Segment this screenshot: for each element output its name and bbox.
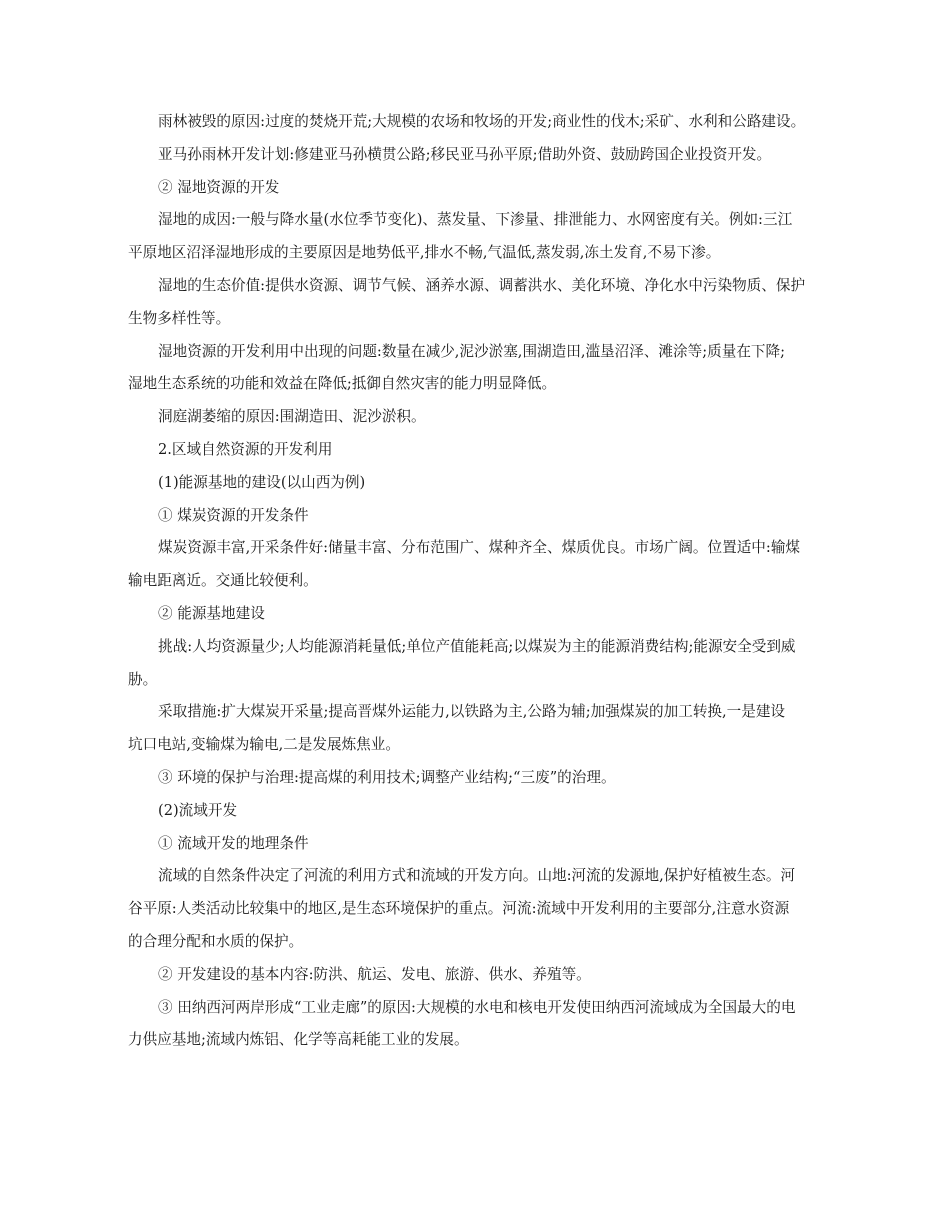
paragraph bbox=[128, 696, 830, 762]
text-line: ③ 田纳西河两岸形成“工业走廊”的原因:大规模的水电和核电开发使田纳西河流域成为全国最大的电 bbox=[158, 998, 796, 1016]
text-line: 的合理分配和水质的保护。 bbox=[128, 932, 304, 950]
text-line: (1)能源基地的建设(以山西为例) bbox=[158, 473, 366, 491]
text-line: 坑口电站,变输煤为输电,二是发展炼焦业。 bbox=[128, 736, 400, 754]
text-line: 生物多样性等。 bbox=[128, 309, 231, 327]
text-line: ② 湿地资源的开发 bbox=[158, 178, 280, 196]
text-line: ② 能源基地建设 bbox=[158, 604, 265, 622]
paragraph bbox=[128, 434, 830, 467]
text-line: 亚马孙雨林开发计划:修建亚马孙横贯公路;移民亚马孙平原;借助外资、鼓励跨国企业投资开发。 bbox=[158, 145, 772, 163]
body-text bbox=[128, 106, 830, 1057]
paragraph bbox=[128, 598, 830, 631]
paragraph bbox=[128, 795, 830, 828]
paragraph bbox=[128, 204, 830, 270]
paragraph bbox=[128, 860, 830, 958]
text-line: 输电距离近。交通比较便利。 bbox=[128, 572, 318, 590]
paragraph bbox=[128, 270, 830, 336]
paragraph bbox=[128, 500, 830, 533]
paragraph bbox=[128, 172, 830, 205]
text-line: 流域的自然条件决定了河流的利用方式和流域的开发方向。山地:河流的发源地,保护好植被生态。河 bbox=[158, 867, 796, 885]
paragraph bbox=[128, 401, 830, 434]
text-line: 采取措施:扩大煤炭开采量;提高晋煤外运能力,以铁路为主,公路为辅;加强煤炭的加工转换,一是建设 bbox=[158, 703, 786, 721]
text-line: ① 流域开发的地理条件 bbox=[158, 834, 309, 852]
text-line: 平原地区沼泽湿地形成的主要原因是地势低平,排水不畅,气温低,蒸发弱,冻土发育,不易下渗。 bbox=[128, 244, 721, 262]
text-line: 2.区域自然资源的开发利用 bbox=[158, 440, 333, 458]
text-line: 煤炭资源丰富,开采条件好:储量丰富、分布范围广、煤种齐全、煤质优良。市场广阔。位置适中:输煤 bbox=[158, 539, 801, 557]
text-line: 洞庭湖萎缩的原因:围湖造田、泥沙淤积。 bbox=[158, 408, 426, 426]
text-line: ① 煤炭资源的开发条件 bbox=[158, 506, 309, 524]
paragraph bbox=[128, 631, 830, 697]
paragraph bbox=[128, 959, 830, 992]
text-line: 力供应基地;流域内炼铝、化学等高耗能工业的发展。 bbox=[128, 1031, 469, 1049]
text-line: ② 开发建设的基本内容:防洪、航运、发电、旅游、供水、养殖等。 bbox=[158, 965, 591, 983]
text-line: 湿地生态系统的功能和效益在降低;抵御自然灾害的能力明显降低。 bbox=[128, 375, 557, 393]
paragraph bbox=[128, 467, 830, 500]
text-line: 湿地资源的开发利用中出现的问题:数量在减少,泥沙淤塞,围湖造田,滥垦沼泽、滩涂等;质量在下降; bbox=[158, 342, 786, 360]
paragraph bbox=[128, 106, 830, 139]
text-line: 雨林被毁的原因:过度的焚烧开荒;大规模的农场和牧场的开发;商业性的伐木;采矿、水利和公路建设。 bbox=[158, 113, 806, 130]
paragraph bbox=[128, 762, 830, 795]
text-line: ③ 环境的保护与治理:提高煤的利用技术;调整产业结构;“三废”的治理。 bbox=[158, 768, 616, 786]
text-line: 胁。 bbox=[128, 670, 158, 688]
paragraph bbox=[128, 139, 830, 172]
text-line: 湿地的成因:一般与降水量(水位季节变化)、蒸发量、下渗量、排泄能力、水网密度有关。例如:三江 bbox=[158, 211, 793, 229]
paragraph bbox=[128, 828, 830, 861]
text-line: 湿地的生态价值:提供水资源、调节气候、涵养水源、调蓄洪水、美化环境、净化水中污染物质、保护 bbox=[158, 276, 806, 294]
paragraph bbox=[128, 532, 830, 598]
paragraph bbox=[128, 992, 830, 1058]
text-line: 挑战:人均资源量少;人均能源消耗量低;单位产值能耗高;以煤炭为主的能源消费结构;能源安全受到威 bbox=[158, 637, 796, 655]
text-line: (2)流域开发 bbox=[158, 801, 238, 819]
text-line: 谷平原:人类活动比较集中的地区,是生态环境保护的重点。河流:流域中开发利用的主要部分,注意水资源 bbox=[128, 900, 790, 918]
paragraph bbox=[128, 336, 830, 402]
